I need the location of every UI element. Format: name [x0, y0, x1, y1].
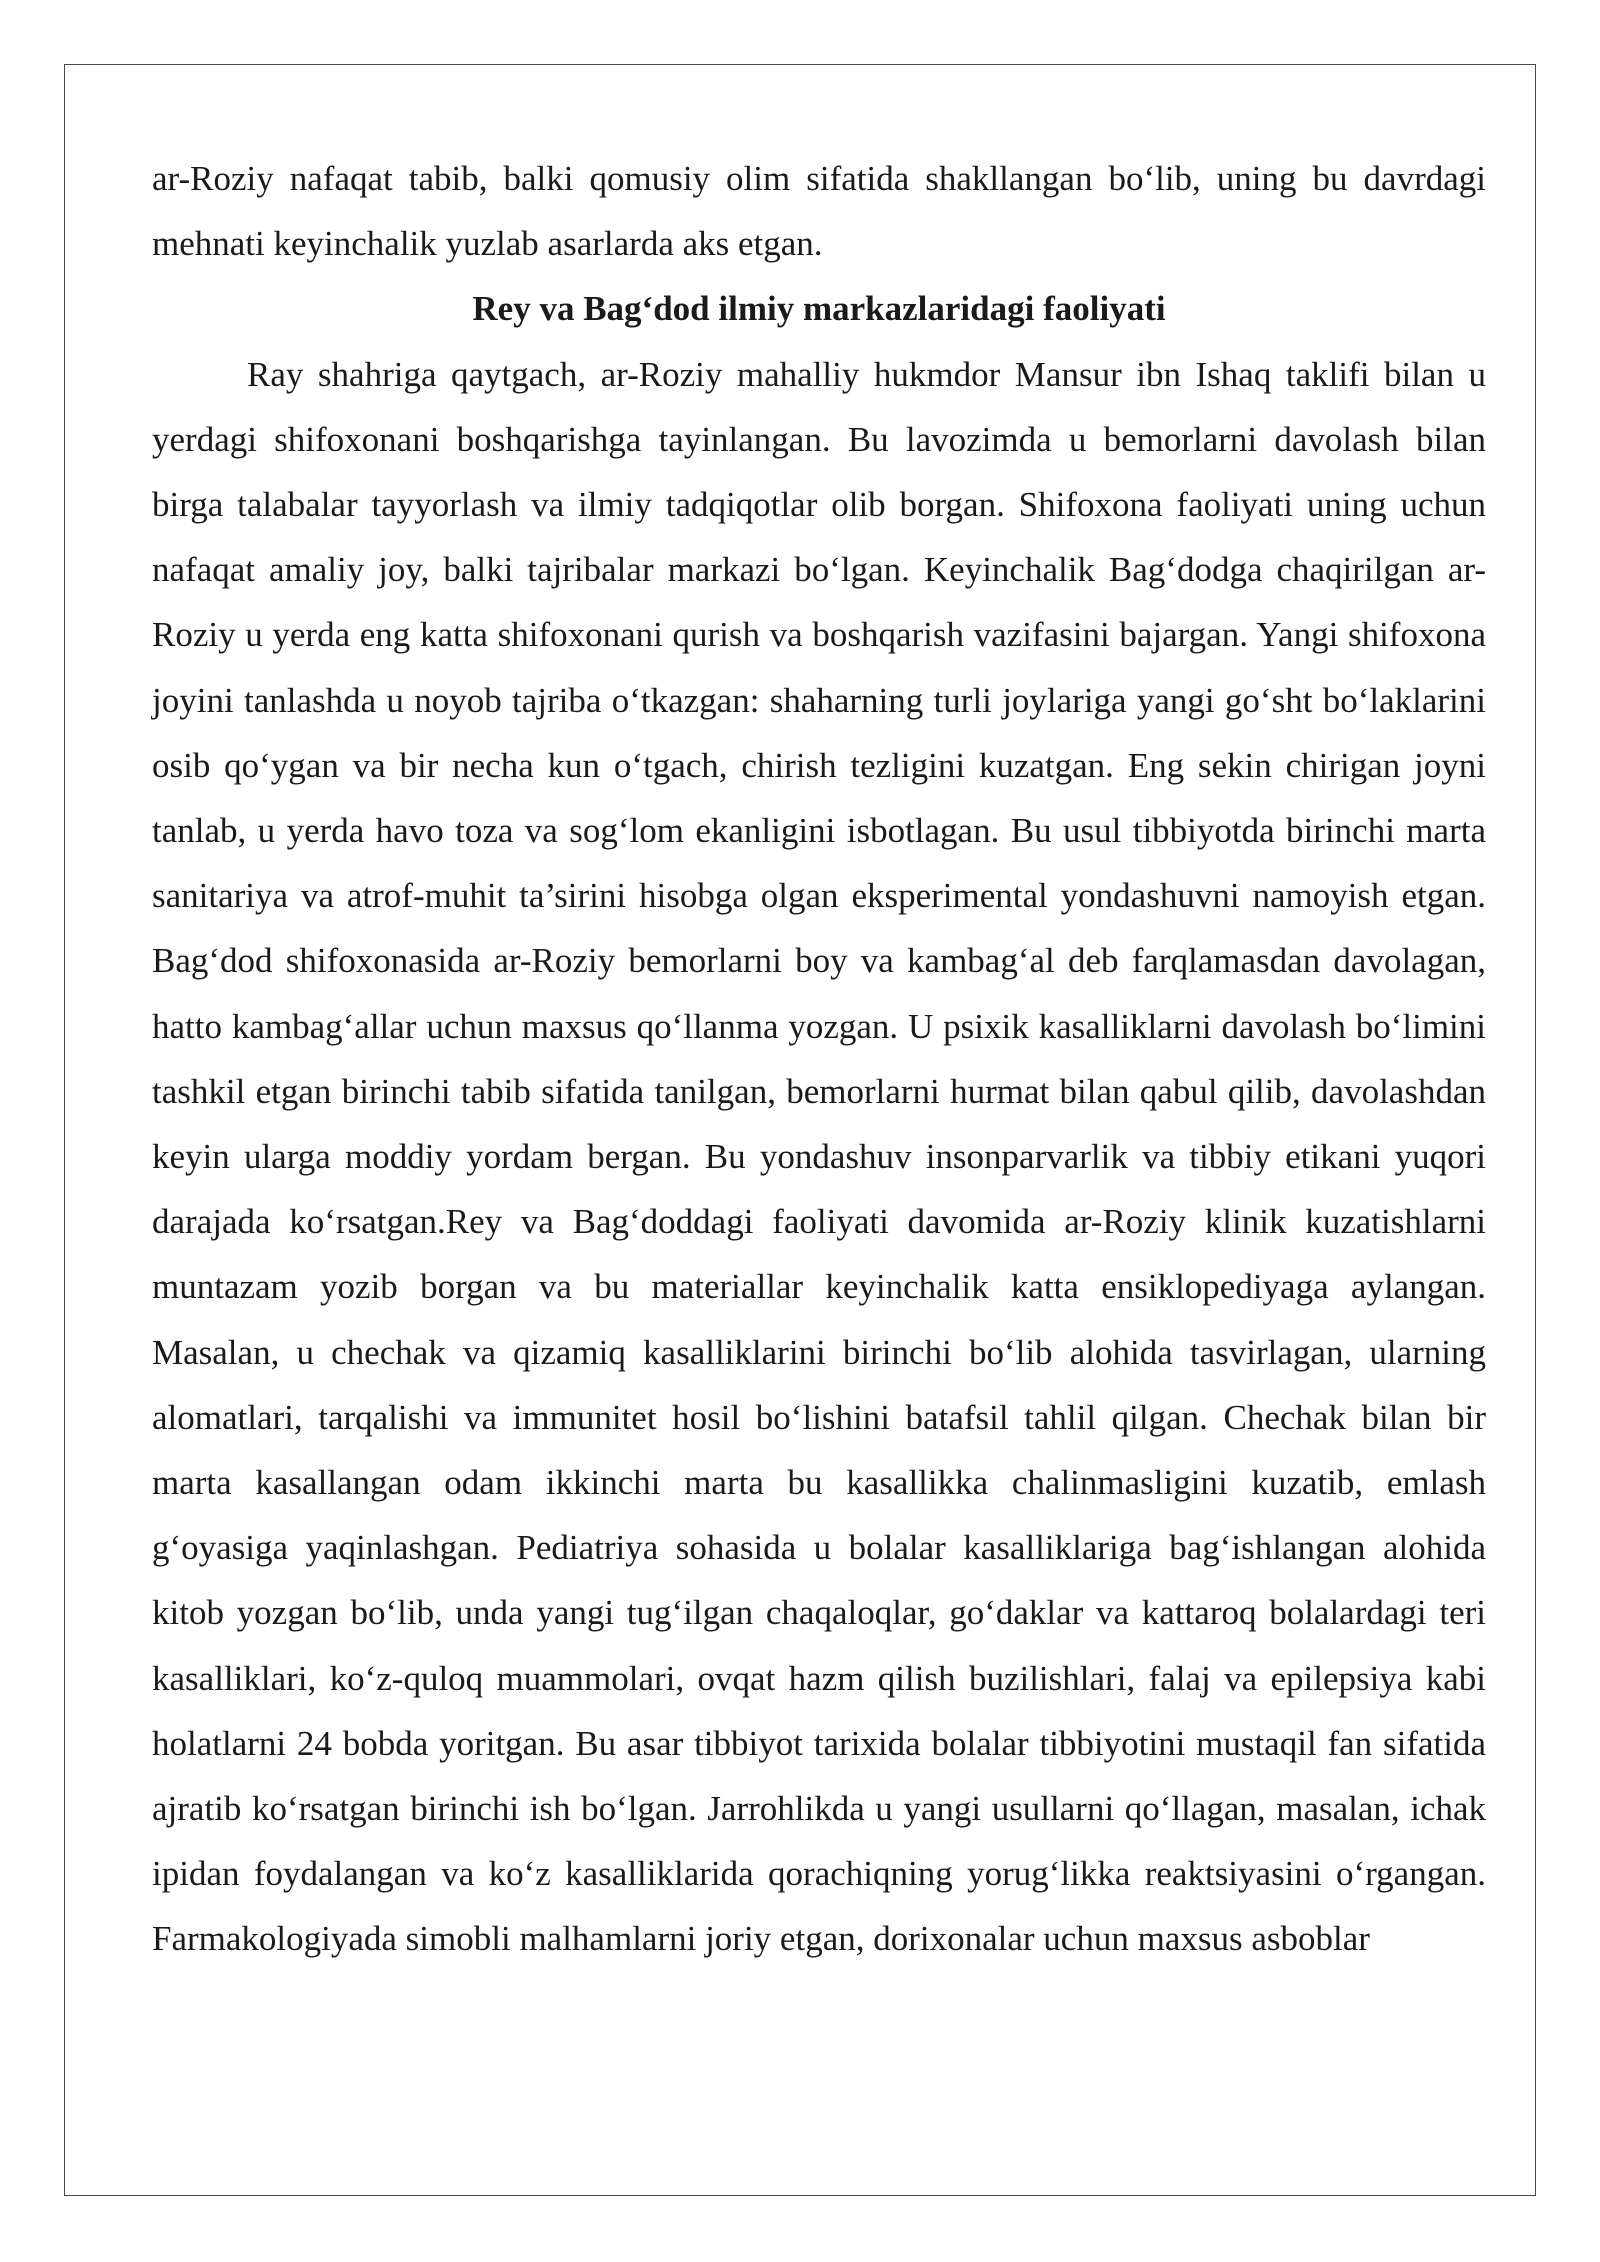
body-paragraph: Ray shahriga qaytgach, ar-Roziy mahalliy hukmdor Mansur ibn Ishaq taklifi bilan u yerdagi shifoxonani boshqarishga tayinlangan. Bu lavozimda u bemorlarni davolash bilan birga talabalar tayyorlash va ilmiy tadqiqotlar olib borgan. Shifoxona faoliyati uning uchun nafaqat amaliy joy, balki tajribalar markazi bo‘lgan. Keyinchalik Bag‘dodga chaqirilgan ar-Roziy u yerda eng katta shifoxonani qurish va boshqarish vazifasini bajargan. Yangi shifoxona joyini tanlashda u noyob tajriba o‘tkazgan: shaharning turli joylariga yangi go‘sht bo‘laklarini osib qo‘ygan va bir necha kun o‘tgach, chirish tezligini kuzatgan. Eng sekin chirigan joyni tanlab, u yerda havo toza va sog‘lom ekanligini isbotlagan. Bu usul tibbiyotda birinchi marta sanitariya va atrof-muhit ta’sirini hisobga olgan eksperimental yondashuvni namoyish etgan. Bag‘dod shifoxonasida ar-Roziy bemorlarni boy va kambag‘al deb farqlamasdan davolagan, hatto kambag‘allar uchun maxsus qo‘llanma yozgan. U psixik kasalliklarni davolash bo‘limini tashkil etgan birinchi tabib sifatida tanilgan, bemorlarni hurmat bilan qabul qilib, davolashdan keyin ularga moddiy yordam bergan. Bu yondashuv insonparvarlik va tibbiy etikani yuqori darajada ko‘rsatgan.Rey va Bag‘doddagi faoliyati davomida ar-Roziy klinik kuzatishlarni muntazam yozib borgan va bu materiallar keyinchalik katta ensiklopediyaga aylangan. Masalan, u chechak va qizamiq kasalliklarini birinchi bo‘lib alohida tasvirlagan, ularning alomatlari, tarqalishi va immunitet hosil bo‘lishini batafsil tahlil qilgan. Chechak bilan bir marta kasallangan odam ikkinchi marta bu kasallikka chalinmasligini kuzatib, emlash g‘oyasiga yaqinlashgan. Pediatriya sohasida u bolalar kasalliklariga bag‘ishlangan alohida kitob yozgan bo‘lib, unda yangi tug‘ilgan chaqaloqlar, go‘daklar va kattaroq bolalardagi teri kasalliklari, ko‘z-quloq muammolari, ovqat hazm qilish buzilishlari, falaj va epilepsiya kabi holatlarni 24 bobda yoritgan. Bu asar tibbiyot tarixida bolalar tibbiyotini mustaqil fan sifatida ajratib ko‘rsatgan birinchi ish bo‘lgan. Jarrohlikda u yangi usullarni qo‘llagan, masalan, ichak ipidan foydalangan va ko‘z kasalliklarida qorachiqning yorug‘likka reaktsiyasini o‘rgangan. Farmakologiyada simobli malhamlarni joriy etgan, dorixonalar uchun maxsus asboblar [152, 354, 1486, 1959]
intro-paragraph: ar-Roziy nafaqat tabib, balki qomusiy olim sifatida shakllangan bo‘lib, uning bu davrdagi mehnati keyinchalik yuzlab asarlarda aks etgan. [152, 159, 1486, 264]
document-body [152, 146, 1486, 1972]
section-heading: Rey va Bag‘dod ilmiy markazlaridagi faoliyati [472, 289, 1166, 329]
